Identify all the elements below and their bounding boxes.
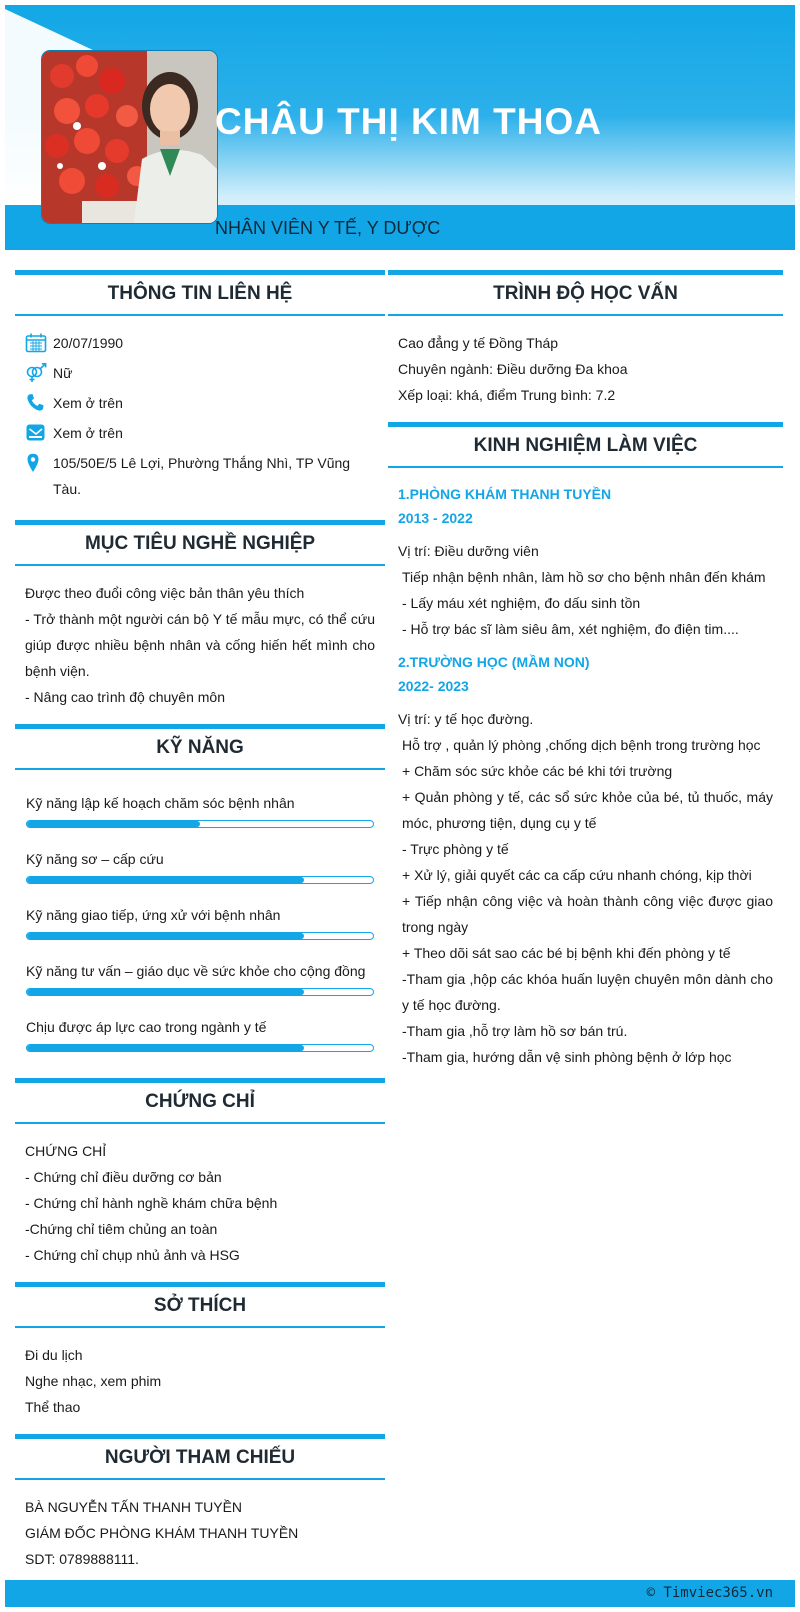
- cv-header: [5, 5, 795, 250]
- job-period: 2022- 2023: [398, 678, 469, 694]
- skills-section: [15, 770, 385, 1078]
- education-line: Chuyên ngành: Điều dưỡng Đa khoa: [398, 361, 628, 377]
- objective-section: [15, 566, 385, 724]
- hobbies-section: [15, 1328, 385, 1434]
- skill-label: Chịu được áp lực cao trong ngành y tế: [26, 1019, 267, 1035]
- skill-bar: [26, 876, 374, 884]
- skill-bar-fill: [27, 933, 304, 939]
- contact-email: [25, 420, 375, 446]
- objective-line: - Trở thành một người cán bộ Y tế mẫu mực, có thể cứu giúp được nhiều bệnh nhân và cống hiến hết mình cho bệnh viện.: [25, 611, 375, 679]
- gender-icon: [25, 360, 53, 386]
- contact-phone: [25, 390, 375, 416]
- skill-label: Kỹ năng sơ – cấp cứu: [26, 851, 164, 867]
- experience-section-title: KINH NGHIỆM LÀM VIỆC: [388, 422, 783, 468]
- reference-line: GIÁM ĐỐC PHÒNG KHÁM THANH TUYỀN: [25, 1525, 299, 1541]
- reference-line: SDT: 0789888111.: [25, 1551, 139, 1567]
- objective-line: - Nâng cao trình độ chuyên môn: [25, 689, 226, 705]
- right-column: [388, 270, 783, 1084]
- education-section-title: TRÌNH ĐỘ HỌC VẤN: [388, 270, 783, 316]
- contact-section-title: THÔNG TIN LIÊN HỆ: [15, 270, 385, 316]
- certificate-line: -Chứng chỉ tiêm chủng an toàn: [25, 1221, 218, 1237]
- references-section-title: NGƯỜI THAM CHIẾU: [15, 1434, 385, 1480]
- skill-label: Kỹ năng lập kế hoạch chăm sóc bệnh nhân: [26, 795, 295, 811]
- objective-line: Được theo đuổi công việc bản thân yêu thích: [25, 585, 305, 601]
- skill-bar-fill: [27, 877, 304, 883]
- skill-item: [26, 848, 374, 884]
- hobby-line: Thể thao: [25, 1399, 81, 1415]
- references-section: [15, 1480, 385, 1586]
- certificates-section: [15, 1124, 385, 1282]
- experience-section: [388, 468, 783, 1084]
- job-company: 2.TRƯỜNG HỌC (MẦM NON): [398, 654, 590, 670]
- job-line: + Tiếp nhận công việc và hoàn thành công việc được giao trong ngày: [402, 893, 773, 935]
- skill-item: [26, 792, 374, 828]
- skill-bar-fill: [27, 989, 304, 995]
- profile-photo-image: [42, 51, 217, 223]
- location-icon: [25, 450, 53, 476]
- skill-label: Kỹ năng tư vấn – giáo dục về sức khỏe cho cộng đồng: [26, 963, 366, 979]
- hobby-line: Đi du lịch: [25, 1347, 83, 1363]
- skill-bar: [26, 988, 374, 996]
- job-line: -Tham gia ,hộp các khóa huấn luyện chuyên môn dành cho y tế học đường.: [402, 971, 773, 1013]
- job-period: 2013 - 2022: [398, 510, 473, 526]
- job-entry: [398, 482, 773, 642]
- certificates-section-title: CHỨNG CHỈ: [15, 1078, 385, 1124]
- skills-section-title: KỸ NĂNG: [15, 724, 385, 770]
- certificate-line: CHỨNG CHỈ: [25, 1143, 107, 1159]
- certificate-line: - Chứng chỉ hành nghề khám chữa bệnh: [25, 1195, 278, 1211]
- job-company: 1.PHÒNG KHÁM THANH TUYỀN: [398, 486, 612, 502]
- objective-section-title: MỤC TIÊU NGHỀ NGHIỆP: [15, 520, 385, 566]
- skill-bar: [26, 1044, 374, 1052]
- cv-page: [5, 5, 795, 1607]
- job-line: -Tham gia ,hỗ trợ làm hồ sơ bán trú.: [402, 1023, 628, 1039]
- profile-photo: [42, 51, 217, 223]
- education-section: [388, 316, 783, 422]
- footer-copyright: © Timviec365.vn: [646, 1585, 773, 1601]
- job-line: + Theo dõi sát sao các bé bị bệnh khi đến phòng y tế: [402, 945, 731, 961]
- skill-item: [26, 904, 374, 940]
- skill-bar-fill: [27, 821, 200, 827]
- job-line: + Chăm sóc sức khỏe các bé khi tới trường: [402, 763, 673, 779]
- skill-bar: [26, 932, 374, 940]
- contact-birthday: [25, 330, 375, 356]
- education-line: Cao đẳng y tế Đồng Tháp: [398, 335, 559, 351]
- footer: [5, 1580, 795, 1607]
- contact-birthday-text: 20/07/1990: [53, 335, 124, 351]
- hobby-line: Nghe nhạc, xem phim: [25, 1373, 162, 1389]
- certificate-line: - Chứng chỉ chụp nhủ ảnh và HSG: [25, 1247, 240, 1263]
- phone-icon: [25, 390, 53, 416]
- skill-bar-fill: [27, 1045, 304, 1051]
- contact-gender: [25, 360, 375, 386]
- skill-label: Kỹ năng giao tiếp, ứng xử với bệnh nhân: [26, 907, 281, 923]
- contact-section: [15, 316, 385, 520]
- contact-address: [25, 450, 375, 502]
- email-icon: [25, 420, 53, 446]
- job-line: - Lấy máu xét nghiệm, đo dấu sinh tồn: [402, 595, 641, 611]
- contact-gender-text: Nữ: [53, 365, 73, 381]
- job-line: + Xử lý, giải quyết các ca cấp cứu nhanh chóng, kịp thời: [402, 867, 752, 883]
- certificate-line: - Chứng chỉ điều dưỡng cơ bản: [25, 1169, 222, 1185]
- job-line: -Tham gia, hướng dẫn vệ sinh phòng bệnh ở lớp học: [402, 1049, 732, 1065]
- calendar-icon: [25, 330, 53, 356]
- left-column: [15, 270, 385, 1586]
- contact-phone-text: Xem ở trên: [53, 395, 123, 411]
- candidate-name: CHÂU THỊ KIM THOA: [215, 101, 602, 142]
- job-line: - Trực phòng y tế: [402, 841, 509, 857]
- contact-email-text: Xem ở trên: [53, 425, 123, 441]
- reference-line: BÀ NGUYỄN TẤN THANH TUYỀN: [25, 1499, 243, 1515]
- job-line: Vị trí: Điều dưỡng viên: [398, 543, 539, 559]
- education-line: Xếp loại: khá, điểm Trung bình: 7.2: [398, 387, 616, 403]
- job-entry: [398, 650, 773, 1070]
- job-line: + Quản phòng y tế, các sổ sức khỏe của bé, tủ thuốc, máy móc, phương tiện, dụng cụ y tế: [402, 789, 773, 831]
- job-line: Tiếp nhận bệnh nhân, làm hồ sơ cho bệnh nhân đến khám: [402, 569, 766, 585]
- candidate-role: NHÂN VIÊN Y TẾ, Y DƯỢC: [215, 218, 441, 238]
- skill-bar: [26, 820, 374, 828]
- contact-address-text: 105/50E/5 Lê Lợi, Phường Thắng Nhì, TP Vũng Tàu.: [53, 455, 351, 497]
- skill-item: [26, 1016, 374, 1052]
- job-line: Hỗ trợ , quản lý phòng ,chống dịch bệnh trong trường học: [402, 737, 761, 753]
- job-line: Vị trí: y tế học đường.: [398, 711, 534, 727]
- hobbies-section-title: SỞ THÍCH: [15, 1282, 385, 1328]
- skill-item: [26, 960, 374, 996]
- job-line: - Hỗ trợ bác sĩ làm siêu âm, xét nghiệm, đo điện tim....: [402, 621, 739, 637]
